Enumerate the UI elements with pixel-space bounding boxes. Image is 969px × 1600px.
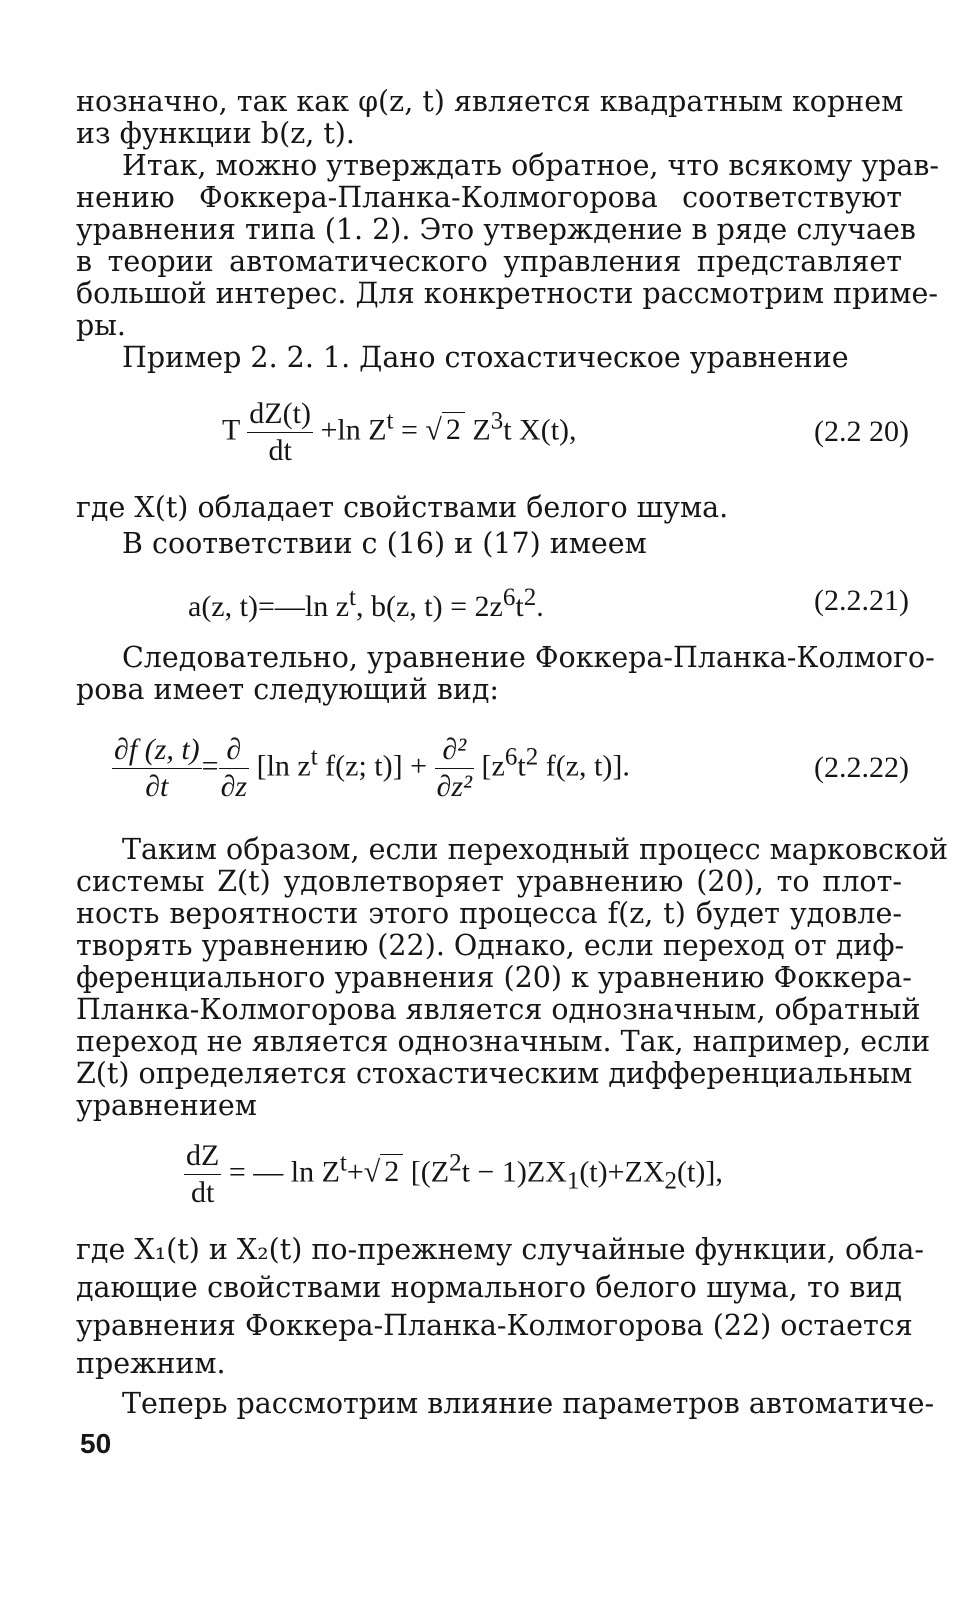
eq-text: t X(t), [503, 413, 577, 447]
eq-text: t [517, 749, 526, 783]
eq-text: f(z; t)] + [317, 749, 435, 783]
text-line: Следовательно, уравнение Фоккера-Планка-Колмого- [122, 641, 935, 674]
text-line: дающие свойствами нормального белого шума, то вид [76, 1271, 902, 1304]
numerator: ∂² [442, 733, 467, 766]
superscript: 2 [523, 584, 537, 611]
superscript: 2 [525, 743, 539, 771]
text-line: системы Z(t) удовлетворяет уравнению (20), то плот- [76, 865, 902, 898]
eq-text: f(z, t)]. [538, 749, 630, 783]
superscript: 3 [490, 407, 504, 435]
text-line: в теории автоматического управления представляет [76, 245, 902, 278]
text-line: ность вероятности этого процесса f(z, t) будет удовле- [76, 897, 902, 930]
eq-text: = [393, 413, 426, 447]
superscript: 6 [502, 584, 516, 611]
text-line: В соответствии с (16) и (17) имеем [122, 527, 647, 560]
eq-text: . [536, 590, 544, 623]
text-line: Таким образом, если переходный процесс марковской [122, 833, 948, 866]
eq-text: = [201, 749, 219, 783]
eq-text: = — ln Z [221, 1155, 340, 1189]
eq-text: + [346, 1155, 364, 1189]
text-line: Пример 2. 2. 1. Дано стохастическое уравнение [122, 341, 849, 374]
eq-text: t − 1)ZX [461, 1155, 567, 1189]
eq-text: Z [464, 413, 491, 447]
superscript: t [310, 743, 318, 771]
text-line: где X(t) обладает свойствами белого шума. [76, 491, 729, 524]
numerator: dZ [186, 1139, 220, 1172]
eq-text: , b(z, t) = 2z [355, 590, 503, 623]
denominator: dt [184, 1174, 221, 1211]
text-line: Теперь рассмотрим влияние параметров автоматиче- [122, 1387, 935, 1420]
denominator: dt [247, 432, 313, 469]
superscript: 2 [449, 1149, 462, 1177]
subscript: 2 [664, 1167, 678, 1195]
equation-2-2-20: T $\frac{dZ(t)}{dt}$ +ln $Z^t$ = √ 2 $Z^3t$ X(t), [222, 397, 577, 467]
page-number: 50 [80, 1428, 112, 1459]
eq-text: [z [474, 749, 505, 783]
fraction [184, 1138, 221, 1211]
equation-number: (2.2.22) [814, 751, 909, 784]
subscript: 1 [566, 1167, 580, 1195]
text-line: нению Фоккера-Планка-Колмогорова соответствуют [76, 181, 902, 214]
fraction [219, 732, 250, 805]
numerator: ∂f (z, t) [114, 733, 200, 766]
fraction [435, 732, 475, 805]
text-line: ференциального уравнения (20) к уравнению Фоккера- [76, 961, 912, 994]
text-line: рова имеет следующий вид: [76, 673, 500, 706]
text-line: большой интерес. Для конкретности рассмотрим приме- [76, 277, 938, 310]
superscript: t [349, 584, 356, 611]
eq-text: (t)+ZX [579, 1155, 665, 1189]
numerator: ∂ [226, 733, 242, 766]
fraction [247, 396, 313, 469]
sqrt-radicand: 2 [442, 412, 465, 447]
text-line: Z(t) определяется стохастическим дифференциальным [76, 1057, 913, 1090]
text-line: уравнением [76, 1089, 257, 1122]
eq-text: [(Z [403, 1155, 450, 1189]
denominator: ∂t [112, 768, 202, 805]
text-line: нозначно, так как φ(z, t) является квадратным корнем [76, 85, 904, 118]
text-line: из функции b(z, t). [76, 117, 355, 150]
fraction [112, 732, 202, 805]
eq-text: a(z, t)=—ln z [188, 590, 350, 623]
sqrt-radicand: 2 [380, 1154, 403, 1189]
denominator: ∂z [220, 770, 248, 803]
numerator: dZ(t) [249, 397, 311, 430]
equation-number: (2.2.21) [814, 584, 909, 617]
text-line: творять уравнению (22). Однако, если переход от диф- [76, 929, 905, 962]
text-line: прежним. [76, 1347, 226, 1380]
eq-text: T [222, 413, 240, 447]
eq-text: (t)], [677, 1155, 723, 1189]
text-line: переход не является однозначным. Так, например, если [76, 1025, 931, 1058]
text-line: уравнения Фоккера-Планка-Колмогорова (22) остается [76, 1309, 913, 1342]
superscript: 6 [504, 743, 518, 771]
denominator: ∂z² [436, 770, 473, 803]
text-line: где X₁(t) и X₂(t) по-прежнему случайные функции, обла- [76, 1233, 924, 1266]
equation-number: (2.2 20) [814, 415, 909, 448]
superscript: t [386, 407, 394, 435]
eq-text: t [515, 590, 524, 623]
eq-text: [ln z [249, 749, 311, 783]
equation-2-2-22 [112, 732, 630, 805]
equation-unnumbered: $\frac{dZ}{dt}$ = — $\ln Z^t+√$ 2 $[(Z^2t - 1)ZX_1(t)+ZX_2(t)]$, [186, 1139, 723, 1209]
superscript: t [339, 1149, 347, 1177]
text-line: уравнения типа (1. 2). Это утверждение в ряде случаев [76, 213, 916, 246]
text-line: Итак, можно утверждать обратное, что всякому урав- [122, 149, 940, 182]
text-line: ры. [76, 309, 126, 342]
text-line: Планка-Колмогорова является однозначным, обратный [76, 993, 921, 1026]
equation-2-2-21 [188, 584, 544, 624]
eq-text: +ln Z [320, 413, 387, 447]
